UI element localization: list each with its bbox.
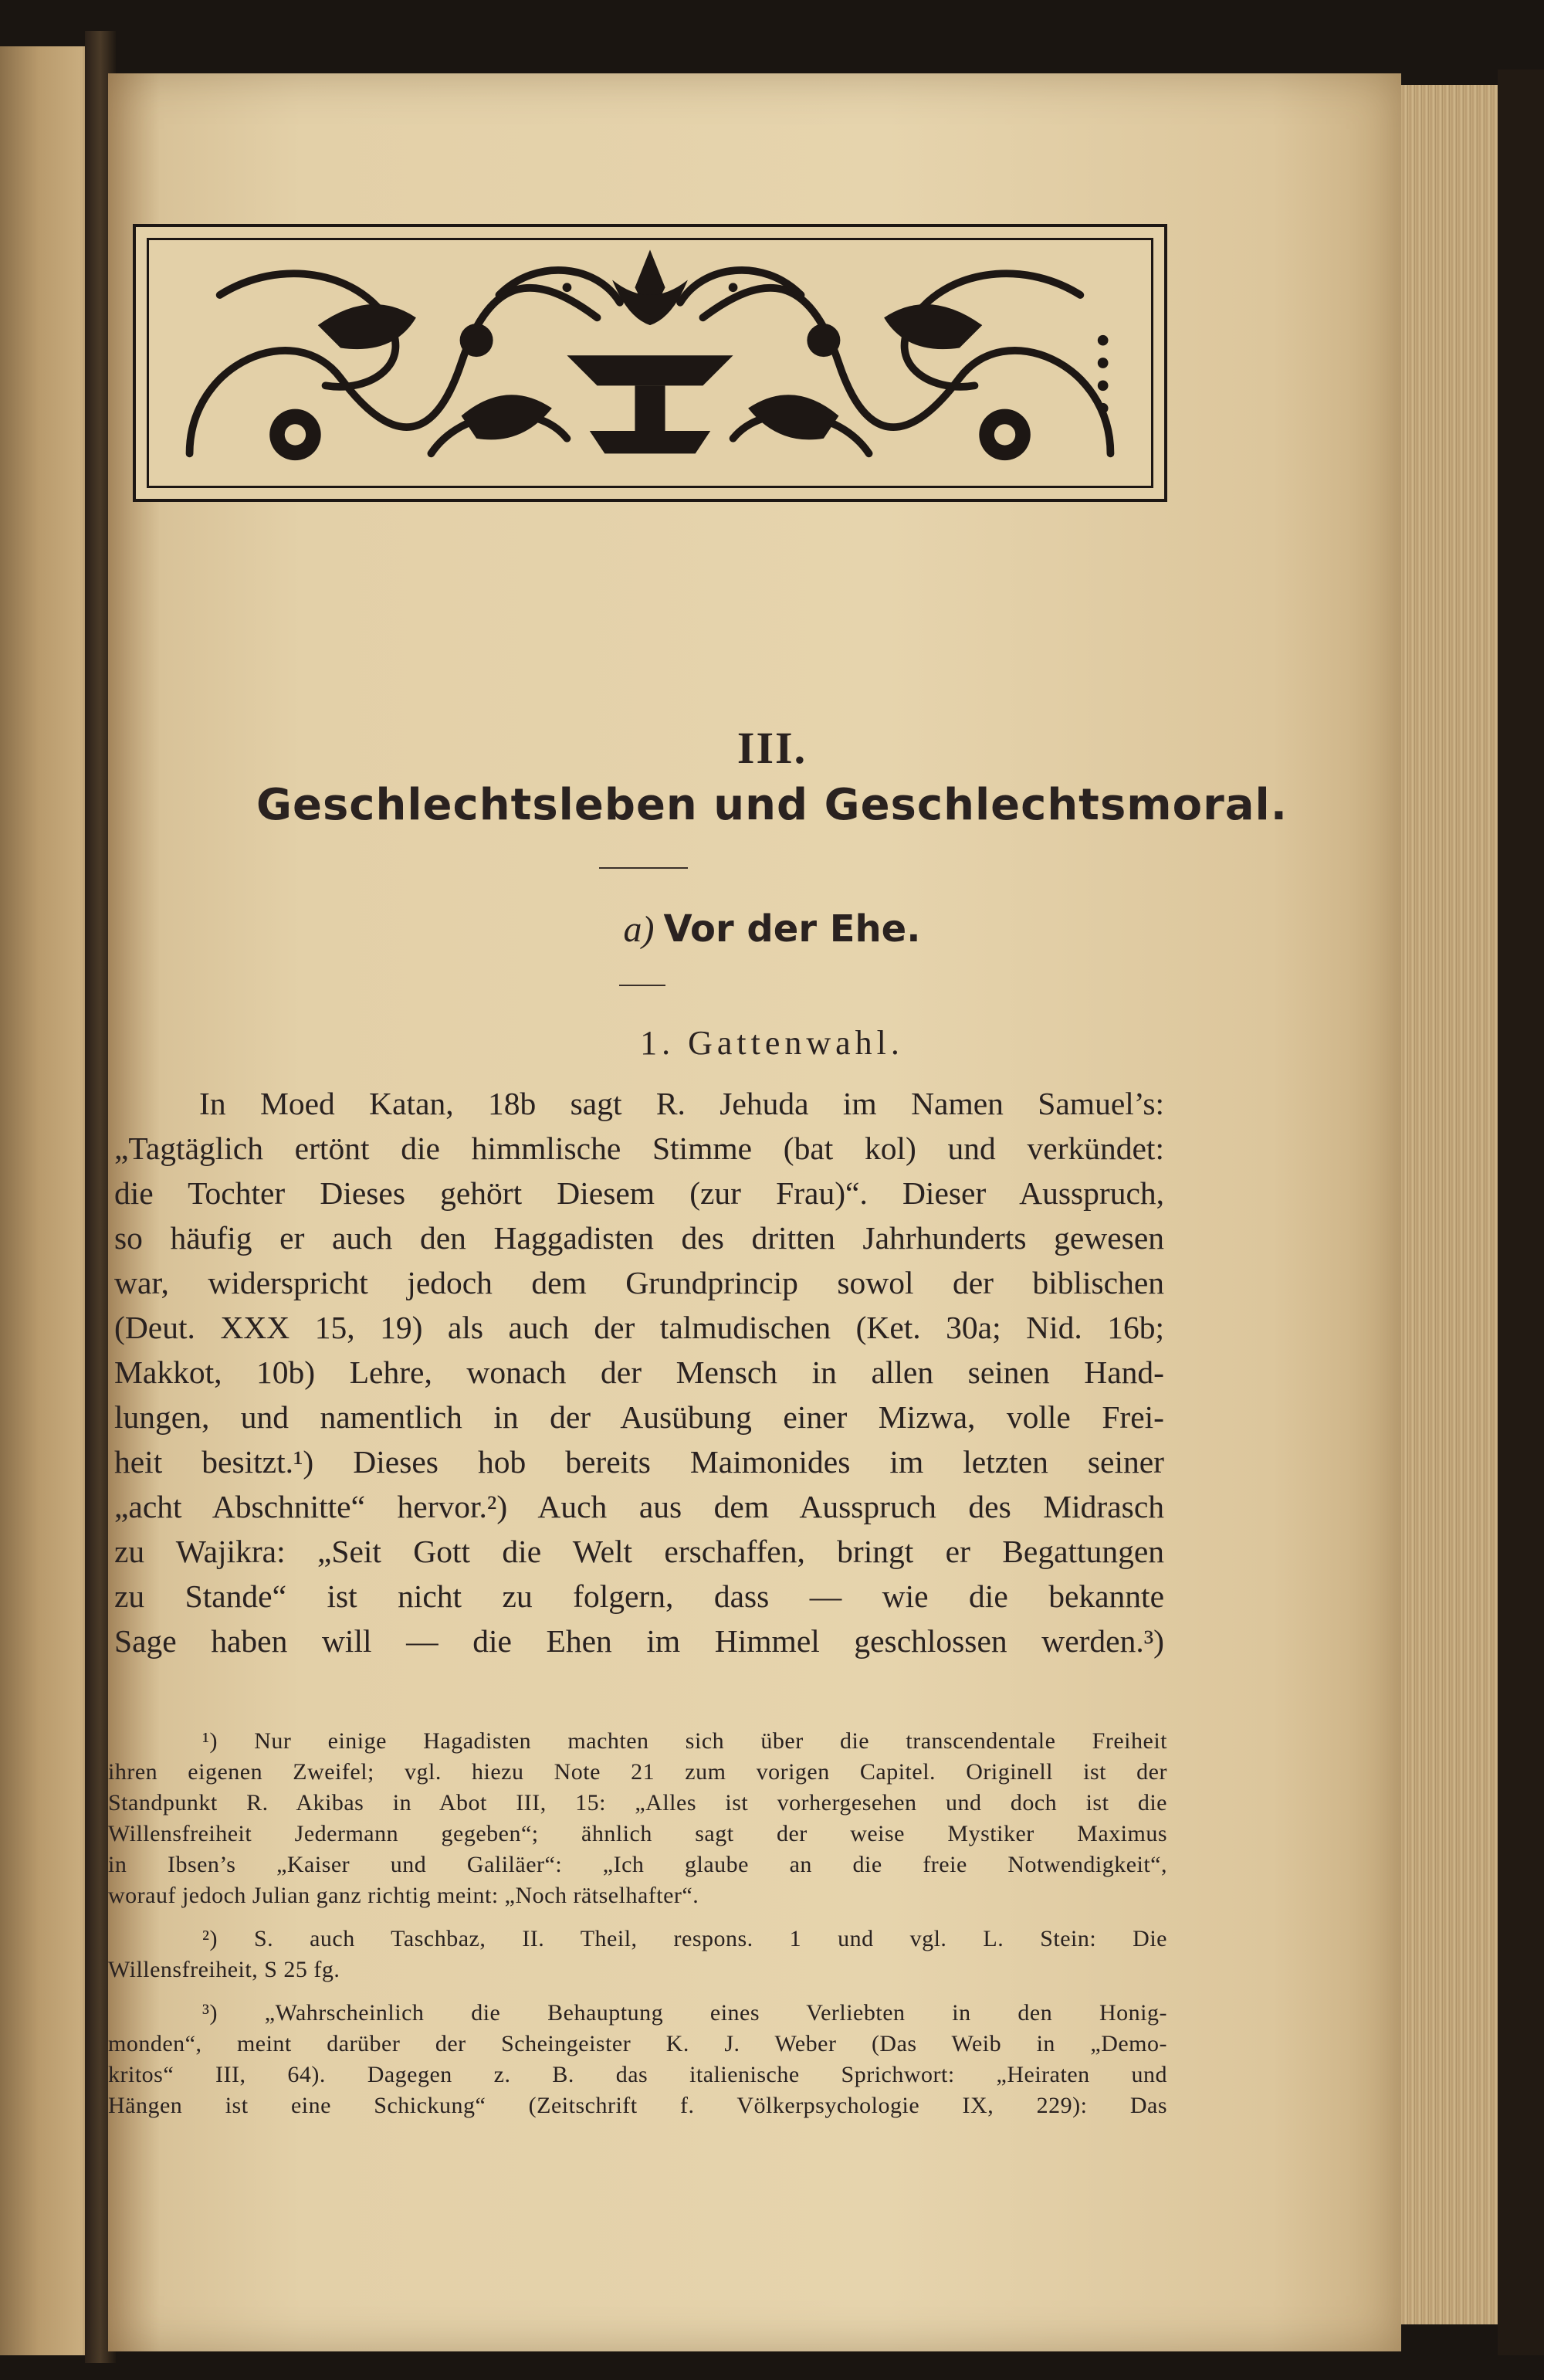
body-line: so häufig er auch den Haggadisten des dritten Jahrhunderts gewesen (114, 1220, 1164, 1256)
page-stack-edge (1401, 85, 1502, 2324)
footnote-line: monden“, meint darüber der Scheingeister K. J. Weber (Das Weib in „Demo- (108, 2031, 1167, 2056)
body-line: zu Wajikra: „Seit Gott die Welt erschaffen, bringt er Begattungen (114, 1534, 1164, 1569)
binding-shadow (1498, 70, 1544, 2355)
section-divider (619, 985, 665, 986)
footnote-line: Standpunkt R. Akibas in Abot III, 15: „Alles ist vorhergesehen und doch ist die (108, 1790, 1167, 1816)
footnote-line: Hängen ist eine Schickung“ (Zeitschrift f. Völkerpsychologie IX, 229): Das (108, 2093, 1167, 2118)
body-line: zu Stande“ ist nicht zu folgern, dass — wie die bekannte (114, 1578, 1164, 1614)
footnote-line: kritos“ III, 64). Dagegen z. B. das italienische Sprichwort: „Heiraten und (108, 2062, 1167, 2087)
footnote-line: ¹) Nur einige Hagadisten machten sich über die transcendentale Freiheit (202, 1728, 1167, 1754)
body-line: In Moed Katan, 18b sagt R. Jehuda im Namen Samuel’s: (199, 1086, 1164, 1121)
body-line: „acht Abschnitte“ hervor.²) Auch aus dem Ausspruch des Midrasch (114, 1489, 1164, 1524)
footnote-line: Willensfreiheit Jedermann gegeben“; ähnlich sagt der weise Mystiker Maximus (108, 1821, 1167, 1846)
subsection-heading: 1. Gattenwahl. (640, 1024, 904, 1062)
floral-ornament-icon (133, 224, 1167, 502)
footnote-line: in Ibsen’s „Kaiser und Galiläer“: „Ich glaube an die freie Notwendigkeit“, (108, 1852, 1167, 1877)
body-line: Sage haben will — die Ehen im Himmel geschlossen werden.³) (114, 1623, 1164, 1659)
footnote-line: Willensfreiheit, S 25 fg. (108, 1957, 340, 1982)
section-title: Vor der Ehe. (663, 907, 921, 951)
body-line: heit besitzt.¹) Dieses hob bereits Maimonides im letzten seiner (114, 1444, 1164, 1480)
footnote-line: worauf jedoch Julian ganz richtig meint: „Noch rätselhafter“. (108, 1883, 699, 1908)
body-line: war, widerspricht jedoch dem Grundprincip sowol der biblischen (114, 1265, 1164, 1300)
footnote-line: ³) „Wahrscheinlich die Behauptung eines Verliebten in den Honig- (202, 2000, 1167, 2026)
chapter-title: Geschlechtsleben und Geschlechtsmoral. (256, 780, 1288, 830)
body-line: (Deut. XXX 15, 19) als auch der talmudischen (Ket. 30a; Nid. 16b; (114, 1310, 1164, 1345)
body-line: lungen, und namentlich in der Ausübung einer Mizwa, volle Frei- (114, 1399, 1164, 1435)
footnote-line: ihren eigenen Zweifel; vgl. hiezu Note 21 zum vorigen Capitel. Originell ist der (108, 1759, 1167, 1785)
body-line: „Tagtäglich ertönt die himmlische Stimme (bat kol) und verkündet: (114, 1131, 1164, 1166)
body-line: Makkot, 10b) Lehre, wonach der Mensch in allen seinen Hand- (114, 1354, 1164, 1390)
chapter-numeral: III. (736, 723, 808, 773)
left-page-edge (0, 46, 96, 2355)
section-heading (0, 907, 1544, 951)
title-divider (599, 867, 688, 869)
body-line: die Tochter Dieses gehört Diesem (zur Frau)“. Dieser Ausspruch, (114, 1175, 1164, 1211)
footnote-line: ²) S. auch Taschbaz, II. Theil, respons. 1 und vgl. L. Stein: Die (202, 1926, 1167, 1951)
section-letter: a) (623, 909, 655, 950)
